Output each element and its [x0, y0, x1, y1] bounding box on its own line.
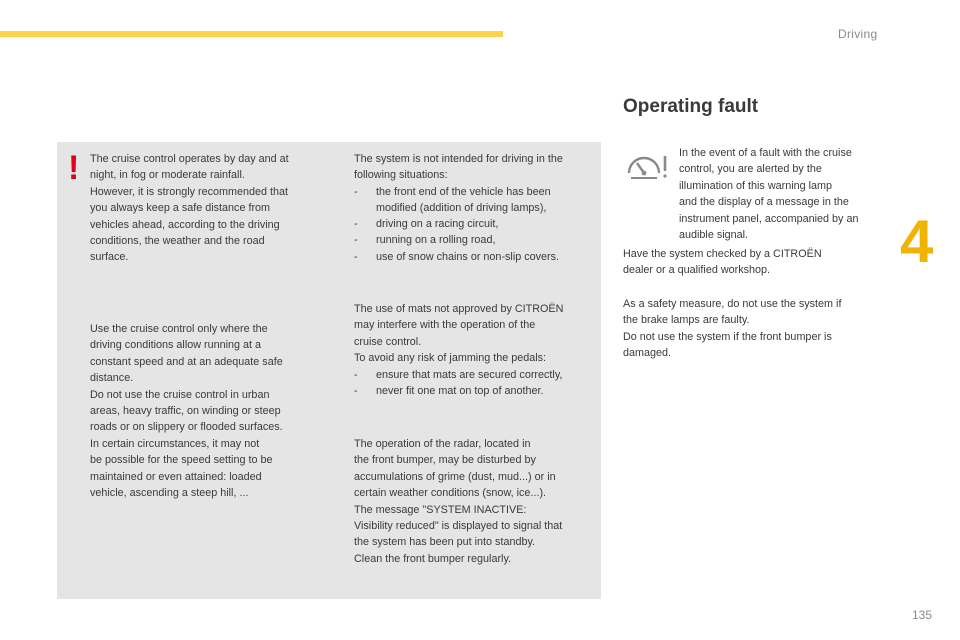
warning-col2-paragraph-3: The operation of the radar, located in the front bumper, may be disturbed by accumulations of grime (dust, mud...) or in certain weather conditions (snow, ice...). The message "SYSTEM INACTIVE: Visibility reduced" is displayed to signal that the system has been put into standby. Clean the front bumper regularly. [354, 438, 563, 565]
section-heading: Operating fault [623, 96, 759, 117]
list-item: - ensure that mats are secured correctly, [354, 369, 563, 381]
list-item: - running on a rolling road, [354, 234, 496, 246]
list-item: - driving on a racing circuit, [354, 218, 499, 230]
warning-col2-intro-1: The system is not intended for driving in the following situations: [354, 153, 563, 182]
list-item: - use of snow chains or non-slip covers. [354, 251, 560, 263]
exclamation-warning-icon: ! [68, 149, 80, 187]
warning-col1-paragraph-1: The cruise control operates by day and at night, in fog or moderate rainfall. However, it is strongly recommended that you always keep a safe distance from vehicles ahead, according to the driving conditions, the weather and the road surface. [90, 153, 289, 264]
list-item: - the front end of the vehicle has been modified (addition of driving lamps), [354, 186, 551, 215]
header-accent-bar [0, 31, 503, 37]
warning-col2-intro-2: The use of mats not approved by CITROËN may interfere with the operation of the cruise control. To avoid any risk of jamming the pedals: [354, 303, 564, 365]
fault-paragraph-2: Have the system checked by a CITROËN dealer or a qualified workshop. [623, 248, 822, 277]
warning-col1-paragraph-2: Use the cruise control only where the driving conditions allow running at a constant speed and at an adequate safe distance. Do not use the cruise control in urban areas, heavy traffic, on winding or steep roads or on slippery or flooded surfaces. In certain circumstances, it may not be possible for the speed setting to be maintained or even attained: loaded vehicle, ascending a steep hill, ... [90, 323, 283, 500]
section-label: Driving [838, 27, 878, 41]
chapter-number: 4 [900, 208, 934, 275]
fault-paragraph-3: As a safety measure, do not use the system if the brake lamps are faulty. Do not use the system if the front bumper is damaged. [623, 298, 842, 360]
cruise-control-fault-icon [625, 147, 673, 183]
list-item: - never fit one mat on top of another. [354, 385, 544, 397]
fault-paragraph-1: In the event of a fault with the cruise control, you are alerted by the illumination of this warning lamp and the display of a message in the instrument panel, accompanied by an audible signal. [679, 147, 859, 242]
page-number: 135 [912, 608, 933, 622]
